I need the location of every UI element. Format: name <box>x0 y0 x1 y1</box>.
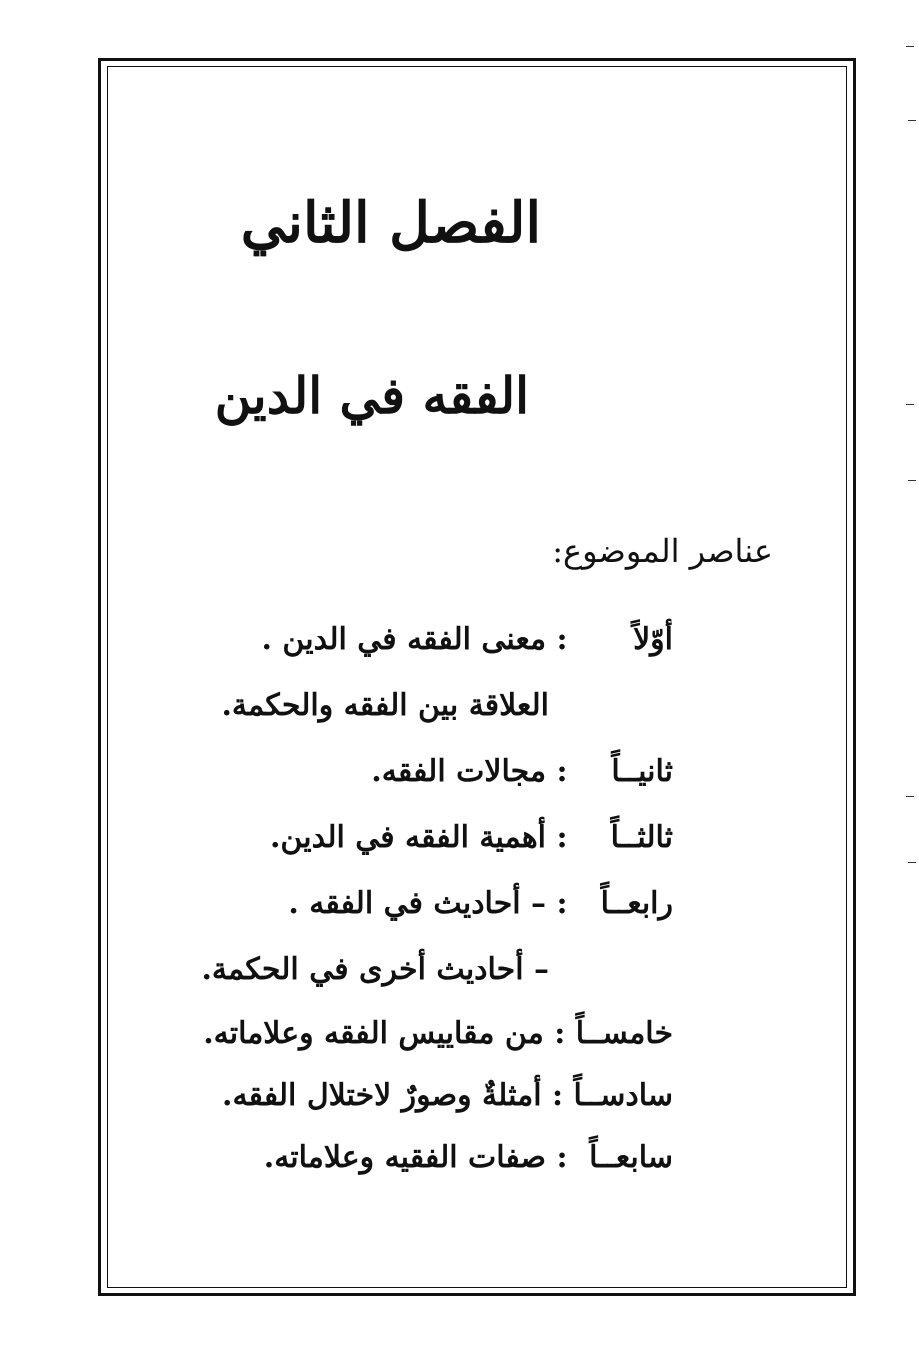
contents-item-9 <box>264 1140 673 1176</box>
contents-item-text: : – أحاديث في الفقه . <box>288 886 568 921</box>
contents-item-text: : أمثلةٌ وصورٌ لاختلال الفقه. <box>222 1078 564 1113</box>
scan-artifact-mark <box>908 480 916 481</box>
contents-item-label: ثانيــاً <box>611 754 673 789</box>
contents-item-text: – أحاديث أخرى في الحكمة. <box>201 952 549 987</box>
contents-item-text: : معنى الفقه في الدين . <box>261 622 568 657</box>
contents-heading: عناصر الموضوع: <box>552 532 773 570</box>
contents-item-label: أوّلاً <box>633 622 673 657</box>
scan-artifact-mark <box>906 404 914 405</box>
contents-item-8 <box>222 1078 673 1114</box>
chapter-subtitle: الفقه في الدين <box>214 366 529 425</box>
contents-item-label: سادســاً <box>573 1078 673 1113</box>
scan-artifact-mark <box>906 796 914 797</box>
chapter-title: الفصل الثاني <box>240 190 541 256</box>
contents-item-label: ثالثــاً <box>610 820 673 855</box>
contents-item-label: سابعــاً <box>589 1140 673 1175</box>
contents-item-1 <box>262 622 673 658</box>
scan-artifact-mark <box>908 120 916 121</box>
contents-item-3 <box>371 754 673 790</box>
contents-item-label: رابعــاً <box>600 886 673 921</box>
scan-artifact-mark <box>906 46 914 47</box>
contents-item-text: العلاقة بين الفقه والحكمة. <box>221 688 549 723</box>
contents-item-text: : أهمية الفقه في الدين. <box>269 820 568 855</box>
contents-item-text: : مجالات الفقه. <box>371 754 568 789</box>
contents-item-4 <box>270 820 673 856</box>
contents-item-2 <box>221 688 549 724</box>
contents-item-text: : من مقاييس الفقه وعلاماته. <box>203 1016 566 1051</box>
scan-artifact-mark <box>908 862 916 863</box>
contents-item-7 <box>203 1016 673 1052</box>
contents-item-text: : صفات الفقيه وعلاماته. <box>263 1140 568 1175</box>
contents-item-6 <box>201 952 549 988</box>
contents-item-label: خامســاً <box>575 1016 673 1051</box>
contents-item-5 <box>288 886 673 922</box>
